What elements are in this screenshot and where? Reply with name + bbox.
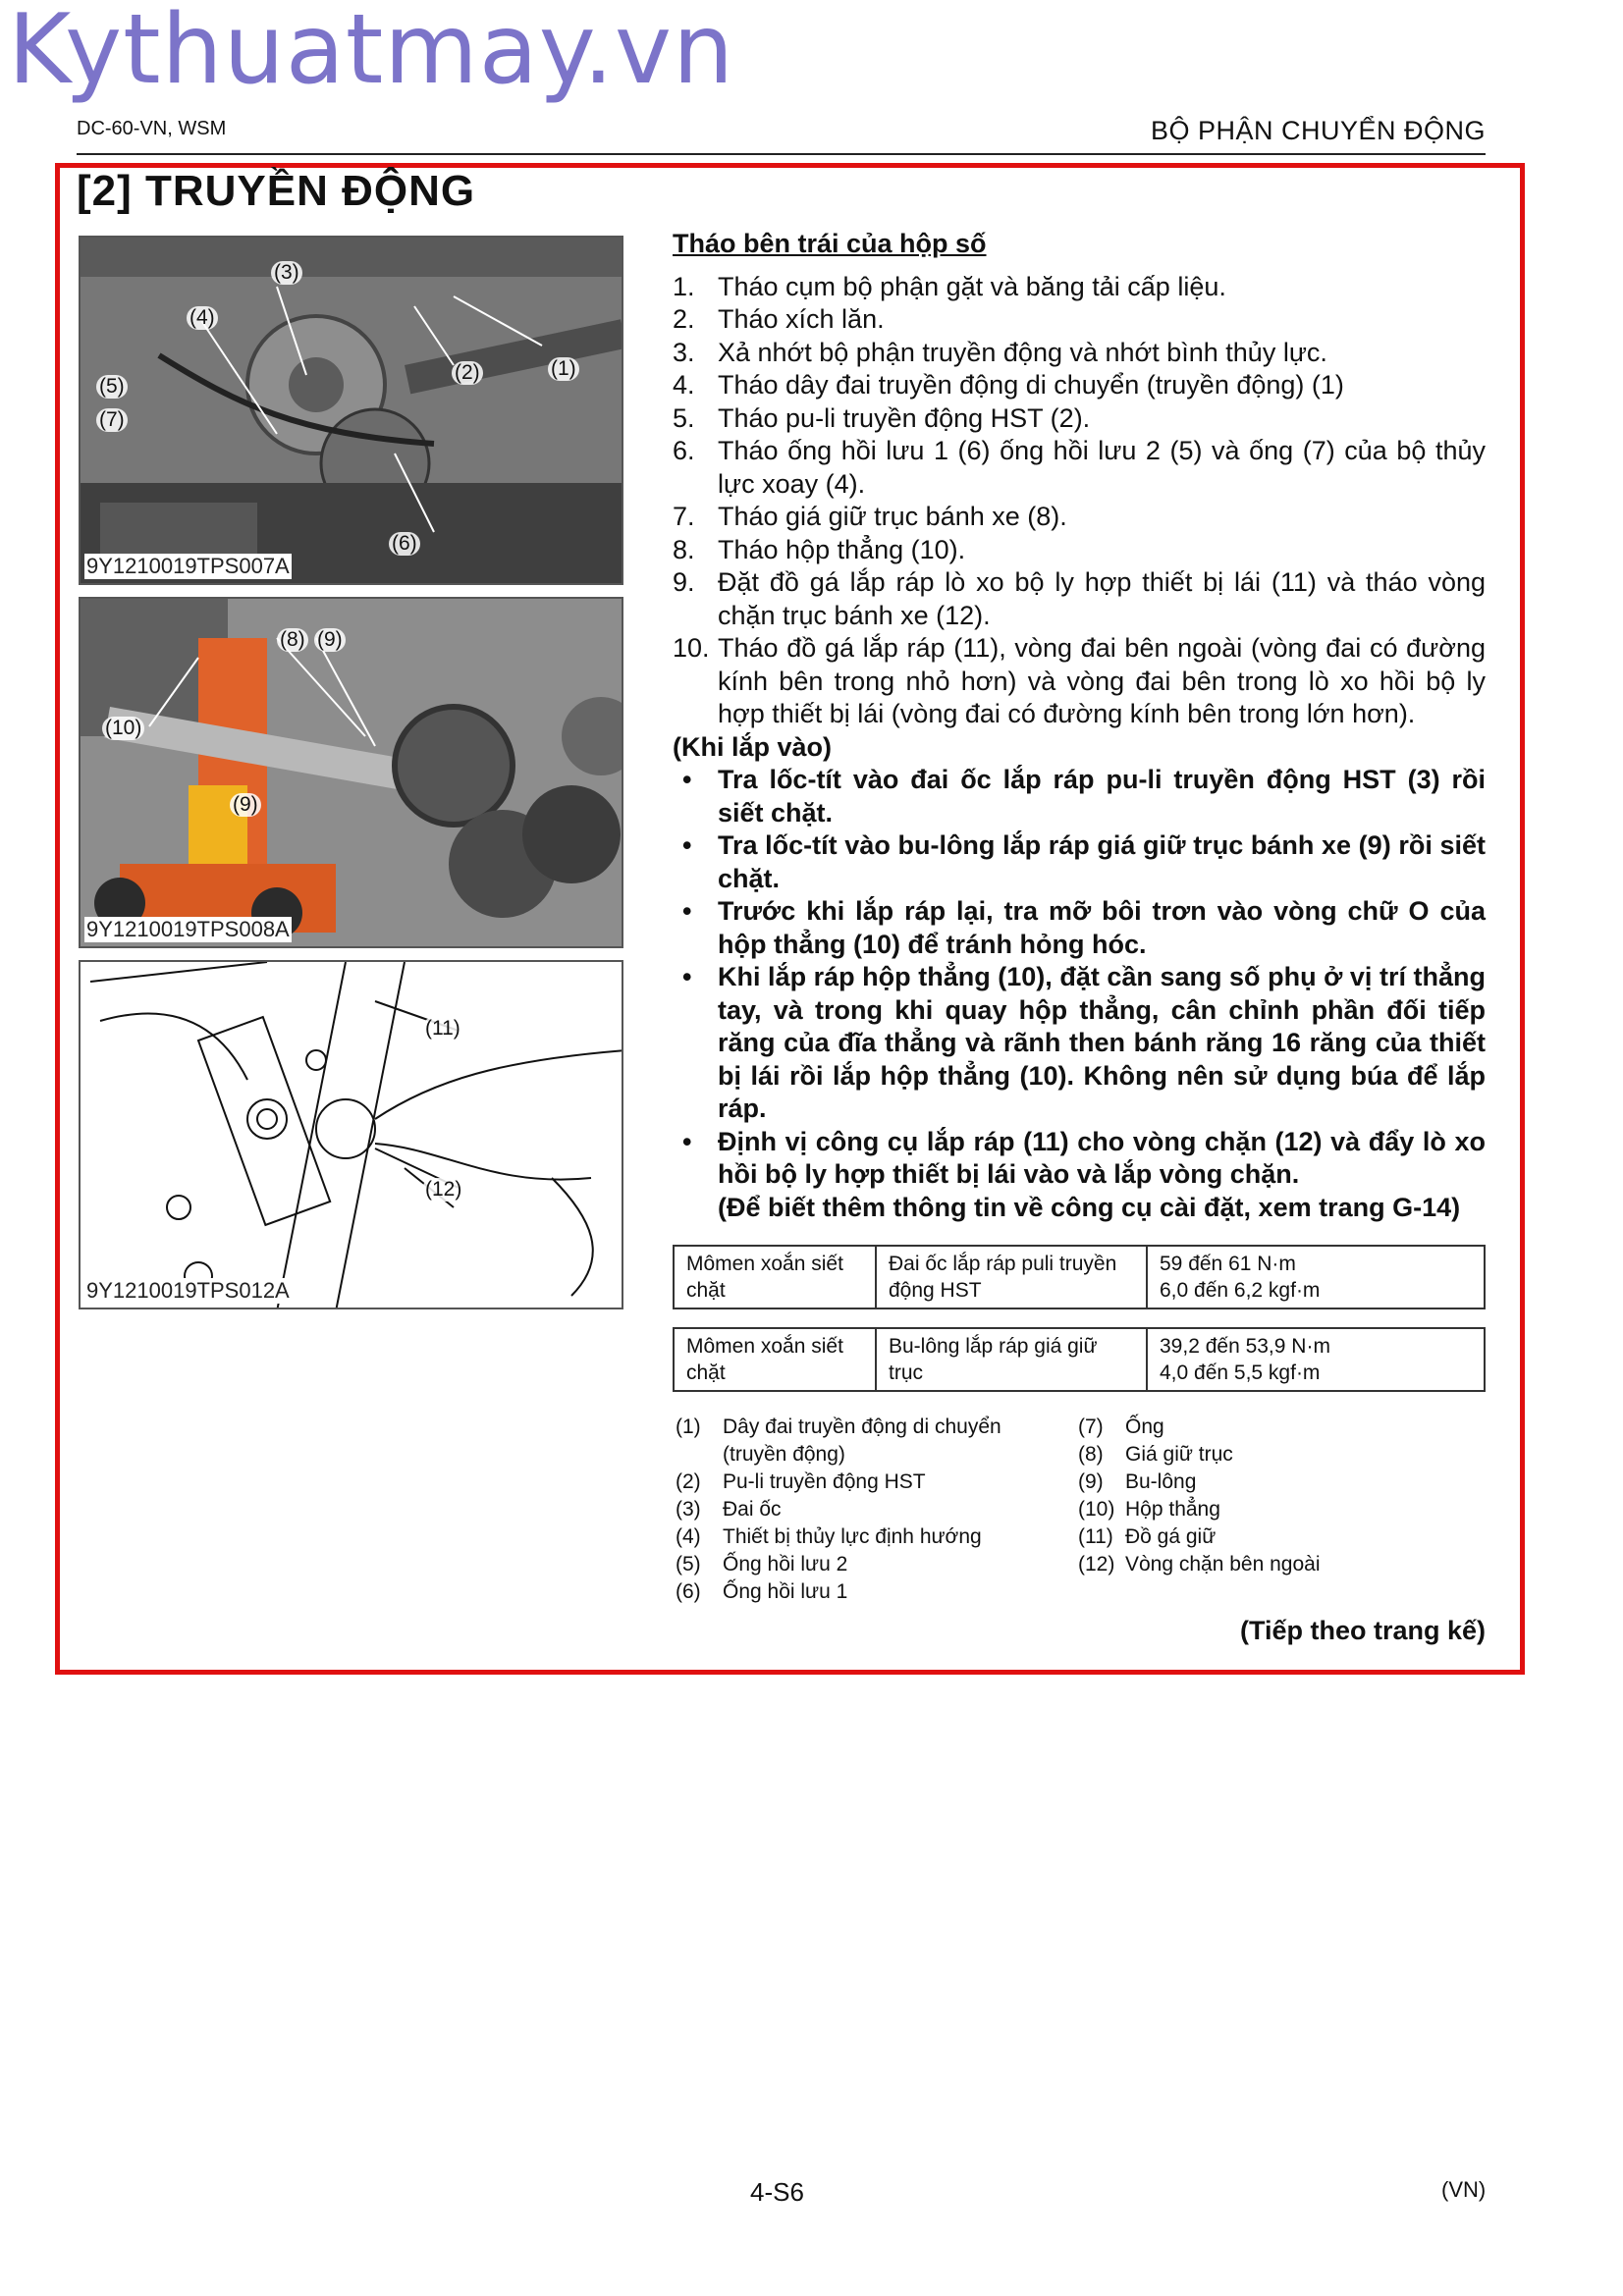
callout-1: (1) bbox=[548, 357, 579, 381]
bullet: • bbox=[682, 962, 692, 991]
figure-straight-box bbox=[79, 597, 623, 948]
legend-text: Giá giữ trục bbox=[1125, 1443, 1233, 1466]
callout-2: (2) bbox=[452, 361, 483, 385]
page-number: 4-S6 bbox=[750, 2177, 804, 2207]
figure-caption: 9Y1210019TPS007A bbox=[86, 554, 290, 578]
header-rule bbox=[77, 153, 1486, 155]
step-item bbox=[673, 501, 1486, 534]
torque-value-kgfm: 6,0 đến 6,2 kgf·m bbox=[1160, 1279, 1321, 1302]
figure-circlip-tool bbox=[79, 960, 623, 1309]
legend-text: Đồ gá giữ bbox=[1125, 1525, 1217, 1548]
legend-number: (11) bbox=[1078, 1525, 1113, 1548]
note-text: Tra lốc-tít vào bu-lông lắp ráp giá giữ trục bánh xe (9) rồi siết chặt. bbox=[718, 830, 1486, 893]
legend-text: Pu-li truyền động HST bbox=[723, 1470, 926, 1493]
legend-item bbox=[1078, 1496, 1481, 1523]
bullet: • bbox=[682, 1126, 692, 1156]
step-item bbox=[673, 337, 1486, 370]
note-text: Khi lắp ráp hộp thẳng (10), đặt cần sang số phụ ở vị trí thẳng tay, và trong khi quay hộp thẳng, cân chỉnh phần đối tiếp răng của đĩa thẳng và rãnh then bánh răng 16 răng của thiết bị lái rồi lắp hộp thẳng (10). Không nên sử dụng búa để lắp ráp. bbox=[718, 962, 1486, 1123]
parts-legend bbox=[676, 1414, 1481, 1606]
legend-item bbox=[676, 1551, 1078, 1578]
step-text: Tháo đồ gá lắp ráp (11), vòng đai bên ngoài (vòng đai có đường kính bên trong nhỏ hơn) và vòng đai bên trong lò xo hồi bộ ly hợp thiết bị lái (vòng đai có đường kính bên trong lớn hơn). bbox=[718, 633, 1486, 728]
torque-value-nm: 59 đến 61 N·m bbox=[1160, 1253, 1296, 1275]
step-item bbox=[673, 402, 1486, 436]
callout-5: (5) bbox=[96, 375, 128, 399]
legend-text: Ống bbox=[1125, 1415, 1164, 1438]
callout-10: (10) bbox=[102, 717, 144, 740]
step-number: 9. bbox=[673, 567, 695, 597]
machine-photo-1 bbox=[81, 238, 623, 585]
step-number: 3. bbox=[673, 337, 695, 367]
step-text: Tháo xích lăn. bbox=[718, 304, 885, 334]
figure-hst-pulley bbox=[79, 236, 623, 585]
legend-number: (9) bbox=[1078, 1470, 1104, 1493]
legend-text: Bu-lông bbox=[1125, 1470, 1197, 1493]
section-title: Tháo bên trái của hộp số bbox=[673, 229, 987, 258]
legend-number: (6) bbox=[676, 1580, 701, 1603]
step-number: 2. bbox=[673, 304, 695, 334]
legend-item bbox=[1078, 1523, 1481, 1551]
page-title: [2] TRUYỀN ĐỘNG bbox=[77, 167, 476, 215]
step-item bbox=[673, 566, 1486, 632]
callout-6: (6) bbox=[389, 532, 420, 556]
legend-text: Vòng chặn bên ngoài bbox=[1125, 1553, 1321, 1575]
bullet: • bbox=[682, 830, 692, 860]
torque-value-kgfm: 4,0 đến 5,5 kgf·m bbox=[1160, 1362, 1321, 1384]
legend-text: Dây đai truyền động di chuyển (truyền động) bbox=[723, 1415, 1001, 1466]
step-number: 10. bbox=[673, 633, 710, 663]
note-item bbox=[673, 1192, 1486, 1225]
torque-values bbox=[1147, 1328, 1485, 1391]
note-text: Trước khi lắp ráp lại, tra mỡ bôi trơn vào vòng chữ O của hộp thẳng (10) để tránh hỏng hóc. bbox=[718, 896, 1486, 959]
step-number: 1. bbox=[673, 271, 695, 301]
step-text: Tháo cụm bộ phận gặt và băng tải cấp liệu. bbox=[718, 271, 1226, 301]
note-text: Tra lốc-tít vào đai ốc lắp ráp pu-li truyền động HST (3) rồi siết chặt. bbox=[718, 765, 1486, 828]
step-text: Tháo dây đai truyền động di chuyển (truyền động) (1) bbox=[718, 370, 1344, 400]
legend-column-right bbox=[1078, 1414, 1481, 1606]
step-number: 4. bbox=[673, 370, 695, 400]
torque-label: Mômen xoắn siết chặt bbox=[674, 1328, 876, 1391]
legend-column-left bbox=[676, 1414, 1078, 1606]
note-text: Định vị công cụ lắp ráp (11) cho vòng chặn (12) và đẩy lò xo hồi bộ ly hợp thiết bị lái vào và lắp vòng chặn. bbox=[718, 1126, 1486, 1189]
legend-text: Đai ốc bbox=[723, 1498, 782, 1521]
legend-item bbox=[676, 1414, 1078, 1468]
bullet: • bbox=[682, 896, 692, 926]
step-number: 7. bbox=[673, 502, 695, 531]
legend-item bbox=[1078, 1468, 1481, 1496]
step-text: Đặt đồ gá lắp ráp lò xo bộ ly hợp thiết bị lái (11) và tháo vòng chặn trục bánh xe (12). bbox=[718, 567, 1486, 630]
torque-table-pulley-nut bbox=[673, 1245, 1486, 1309]
legend-item bbox=[676, 1523, 1078, 1551]
figure-caption: 9Y1210019TPS012A bbox=[86, 1278, 290, 1303]
callout-12: (12) bbox=[422, 1178, 464, 1201]
legend-number: (7) bbox=[1078, 1415, 1104, 1438]
procedure-column bbox=[673, 228, 1486, 1224]
legend-number: (2) bbox=[676, 1470, 701, 1493]
legend-text: Ống hồi lưu 1 bbox=[723, 1580, 848, 1603]
legend-number: (8) bbox=[1078, 1443, 1104, 1466]
step-number: 5. bbox=[673, 402, 695, 433]
step-text: Tháo pu-li truyền động HST (2). bbox=[718, 402, 1091, 433]
legend-item bbox=[676, 1578, 1078, 1606]
step-item bbox=[673, 435, 1486, 501]
step-item bbox=[673, 534, 1486, 567]
step-text: Tháo giá giữ trục bánh xe (8). bbox=[718, 502, 1067, 531]
section-header: BỘ PHẬN CHUYỂN ĐỘNG bbox=[1150, 116, 1486, 145]
legend-item bbox=[1078, 1414, 1481, 1441]
torque-label: Mômen xoắn siết chặt bbox=[674, 1246, 876, 1308]
legend-item bbox=[676, 1496, 1078, 1523]
legend-text: Hộp thẳng bbox=[1125, 1498, 1220, 1521]
note-reference: (Để biết thêm thông tin về công cụ cài đặt, xem trang G-14) bbox=[718, 1192, 1461, 1222]
note-item bbox=[673, 829, 1486, 895]
note-item bbox=[673, 1126, 1486, 1192]
step-text: Tháo hộp thẳng (10). bbox=[718, 534, 966, 564]
legend-number: (5) bbox=[676, 1553, 701, 1575]
legend-item bbox=[1078, 1551, 1481, 1578]
legend-text: Ống hồi lưu 2 bbox=[723, 1553, 848, 1575]
note-item bbox=[673, 895, 1486, 961]
continued-note: (Tiếp theo trang kế) bbox=[1239, 1616, 1486, 1645]
step-item bbox=[673, 632, 1486, 731]
legend-number: (12) bbox=[1078, 1553, 1115, 1575]
watermark: Kythuatmay.vn bbox=[8, 0, 735, 106]
step-item bbox=[673, 303, 1486, 337]
torque-item: Bu-lông lắp ráp giá giữ trục bbox=[876, 1328, 1147, 1391]
step-item bbox=[673, 271, 1486, 304]
note-item bbox=[673, 961, 1486, 1126]
legend-number: (4) bbox=[676, 1525, 701, 1548]
doc-code: DC-60-VN, WSM bbox=[77, 118, 227, 139]
step-number: 8. bbox=[673, 534, 695, 564]
legend-item bbox=[1078, 1441, 1481, 1468]
legend-number: (1) bbox=[676, 1415, 701, 1438]
machine-photo-2 bbox=[81, 599, 623, 948]
bullet: • bbox=[682, 765, 692, 794]
torque-table-holder-bolt bbox=[673, 1327, 1486, 1392]
step-number: 6. bbox=[673, 436, 695, 465]
step-text: Tháo ống hồi lưu 1 (6) ống hồi lưu 2 (5) và ống (7) của bộ thủy lực xoay (4). bbox=[718, 436, 1486, 499]
callout-9b: (9) bbox=[230, 793, 261, 817]
step-text: Xả nhớt bộ phận truyền động và nhớt bình thủy lực. bbox=[718, 337, 1327, 367]
legend-number: (10) bbox=[1078, 1498, 1115, 1521]
callout-8: (8) bbox=[277, 628, 308, 652]
figure-caption: 9Y1210019TPS008A bbox=[86, 917, 290, 941]
install-notes bbox=[673, 764, 1486, 1224]
callout-4: (4) bbox=[187, 306, 218, 330]
callout-11: (11) bbox=[422, 1017, 463, 1041]
torque-item: Đai ốc lắp ráp puli truyền động HST bbox=[876, 1246, 1147, 1308]
callout-3: (3) bbox=[271, 261, 302, 285]
torque-values bbox=[1147, 1246, 1485, 1308]
step-item bbox=[673, 369, 1486, 402]
line-drawing-3 bbox=[81, 962, 623, 1309]
legend-text: Thiết bị thủy lực định hướng bbox=[723, 1525, 982, 1548]
callout-9: (9) bbox=[314, 628, 346, 652]
language-tag: (VN) bbox=[1441, 2177, 1487, 2202]
install-heading: (Khi lắp vào) bbox=[673, 731, 833, 762]
torque-value-nm: 39,2 đến 53,9 N·m bbox=[1160, 1335, 1330, 1358]
legend-item bbox=[676, 1468, 1078, 1496]
legend-number: (3) bbox=[676, 1498, 701, 1521]
callout-7: (7) bbox=[96, 408, 128, 432]
removal-steps bbox=[673, 271, 1486, 731]
note-item bbox=[673, 764, 1486, 829]
